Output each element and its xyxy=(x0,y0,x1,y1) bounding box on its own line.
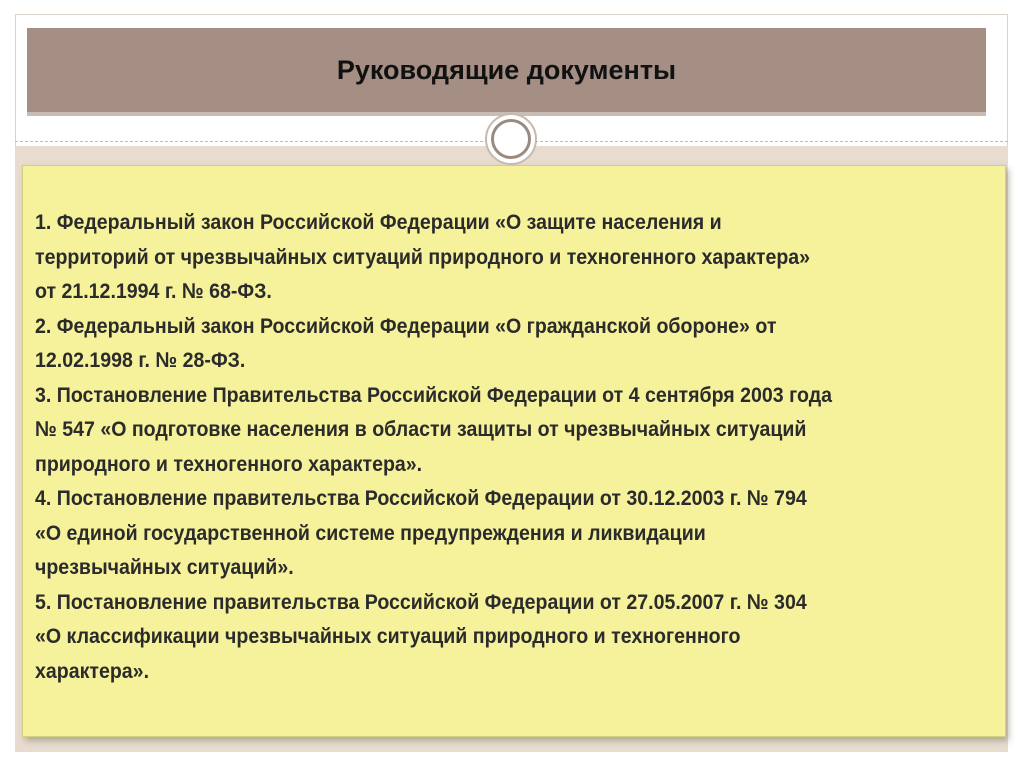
document-list xyxy=(35,205,1010,688)
document-list-line: чрезвычайных ситуаций». xyxy=(35,555,294,579)
document-list-line: 3. Постановление Правительства Российской Федерации от 4 сентября 2003 года xyxy=(35,382,833,407)
document-list-line: территорий от чрезвычайных ситуаций природного и техногенного характера» xyxy=(35,244,811,269)
document-list-line: 2. Федеральный закон Российской Федерации «О гражданской обороне» от xyxy=(35,313,777,338)
document-list-line: характера». xyxy=(35,658,150,683)
document-list-line: 4. Постановление правительства Российской Федерации от 30.12.2003 г. № 794 xyxy=(35,486,807,510)
document-list-line: природного и техногенного характера». xyxy=(35,451,423,476)
circle-ornament-inner-ring xyxy=(491,119,531,159)
page-title: Руководящие документы xyxy=(336,55,677,85)
document-list-line: 12.02.1998 г. № 28-ФЗ. xyxy=(35,348,246,372)
document-list-line: 1. Федеральный закон Российской Федерации «О защите населения и xyxy=(35,210,722,234)
document-list-line: «О классификации чрезвычайных ситуаций природного и техногенного xyxy=(35,624,741,648)
document-list-line: от 21.12.1994 г. № 68-ФЗ. xyxy=(35,279,272,303)
document-list-line: 5. Постановление правительства Российской Федерации от 27.05.2007 г. № 304 xyxy=(35,589,807,614)
document-list-line: № 547 «О подготовке населения в области защиты от чрезвычайных ситуаций xyxy=(35,417,807,441)
document-list-line: «О единой государственной системе предупреждения и ликвидации xyxy=(35,520,706,545)
